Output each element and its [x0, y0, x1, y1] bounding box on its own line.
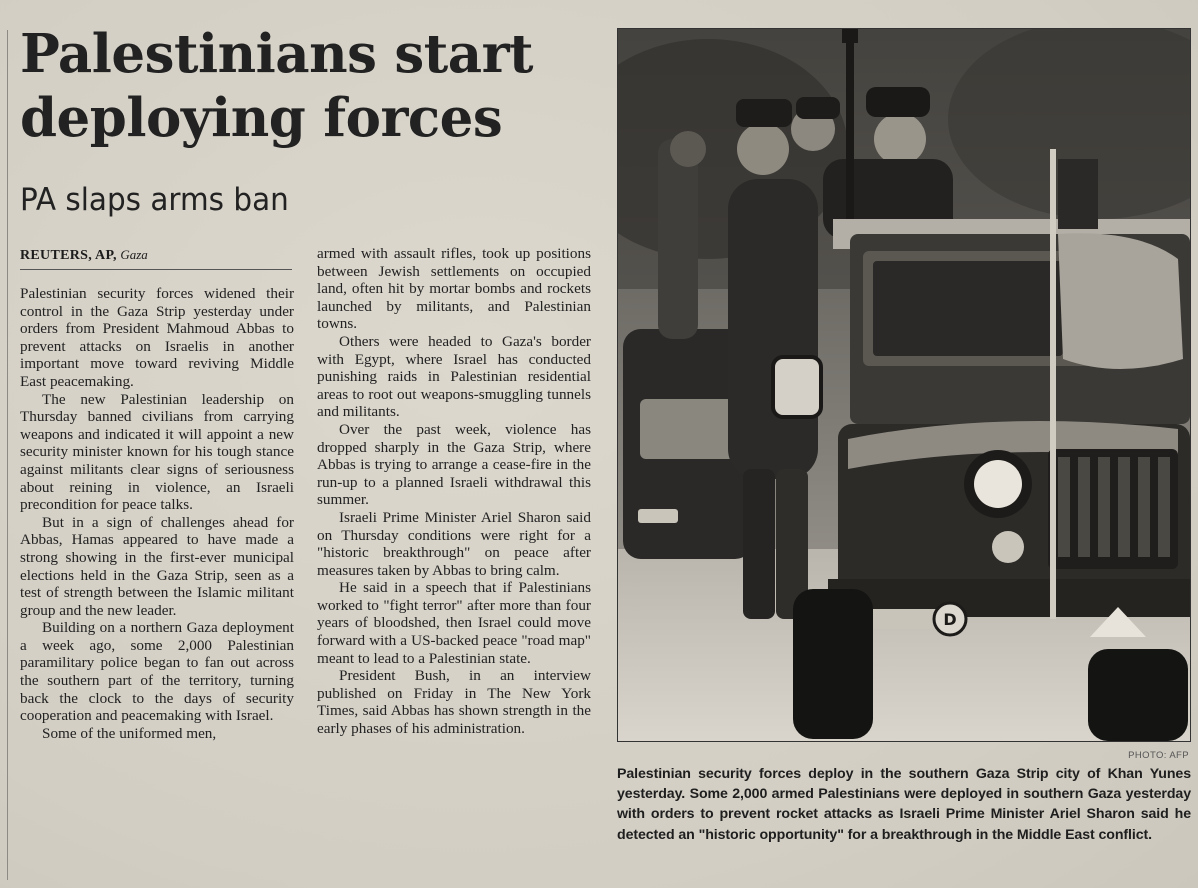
photo-credit: PHOTO: AFP: [1128, 750, 1189, 761]
article-column-1: [20, 285, 294, 742]
paragraph: The new Palestinian leadership on Thursday banned civilians from carrying weapons and indicated it will appoint a new security minister known for his tough stance against militants clear signs of seriousness about reining in violence, an Israeli precondition for peace talks.: [20, 390, 294, 514]
paragraph: Some of the uniformed men,: [42, 724, 217, 742]
paragraph: But in a sign of challenges ahead for Abbas, Hamas appeared to have made a strong showing in the first-ever municipal elections held in the Gaza Strip, seen as a test of strength between the Islamic militant group and the new leader.: [20, 513, 294, 619]
byline: [20, 246, 292, 270]
paragraph: Building on a northern Gaza deployment a week ago, some 2,000 Palestinian paramilitary police began to fan out across the southern part of the territory, turning back the clock to the days of security cooperation and peacemaking with Israel.: [20, 619, 294, 725]
paragraph: Others were headed to Gaza's border with Egypt, where Israel has conducted punishing raids in Palestinian residential areas to root out weapons-smuggling tunnels and militants.: [317, 332, 591, 421]
paragraph: President Bush, in an interview published on Friday in The New York Times, said Abbas has shown strength in the early phases of his administration.: [317, 667, 591, 738]
paragraph: He said in a speech that if Palestinians worked to "fight terror" after more than four years of bloodshed, then Israel could move forward with a US-backed peace "road map" meant to lead to a Palestinian state.: [317, 579, 591, 667]
headline: Palestinians start deploying forces: [20, 23, 533, 149]
column-rule: [7, 30, 8, 880]
news-photo: [617, 28, 1191, 742]
subheadline: PA slaps arms ban: [20, 182, 289, 218]
article-column-2: [317, 245, 591, 738]
plate-letter: D: [943, 610, 957, 629]
byline-agencies: REUTERS, AP,: [20, 248, 117, 263]
photo-caption: Palestinian security forces deploy in the southern Gaza Strip city of Khan Yunes yesterday. Some 2,000 armed Palestinians were deployed in southern Gaza yesterday with orders to prevent rocket attacks as Israeli Prime Minister Ariel Sharon said he detected an "historic opportunity" for a breakthrough in the Middle East conflict.: [617, 766, 1191, 843]
photo-illustration: [618, 29, 1190, 741]
paragraph: Palestinian security forces widened their control in the Gaza Strip yesterday under orders from President Mahmoud Abbas to prevent attacks on Israelis in another important move toward reviving Middle East peacemaking.: [20, 285, 294, 390]
byline-dateline: Gaza: [120, 247, 148, 262]
paragraph: Over the past week, violence has dropped sharply in the Gaza Strip, where Abbas is trying to arrange a cease-fire in the run-up to a planned Israeli withdrawal this summer.: [317, 420, 591, 509]
paragraph: armed with assault rifles, took up positions between Jewish settlements on occupied land, often hit by mortar bombs and rockets launched by militants, and Palestinian towns.: [317, 245, 591, 333]
paragraph: Israeli Prime Minister Ariel Sharon said on Thursday conditions were right for a "historic breakthrough" on peace after measures taken by Abbas to bring calm.: [317, 508, 591, 579]
